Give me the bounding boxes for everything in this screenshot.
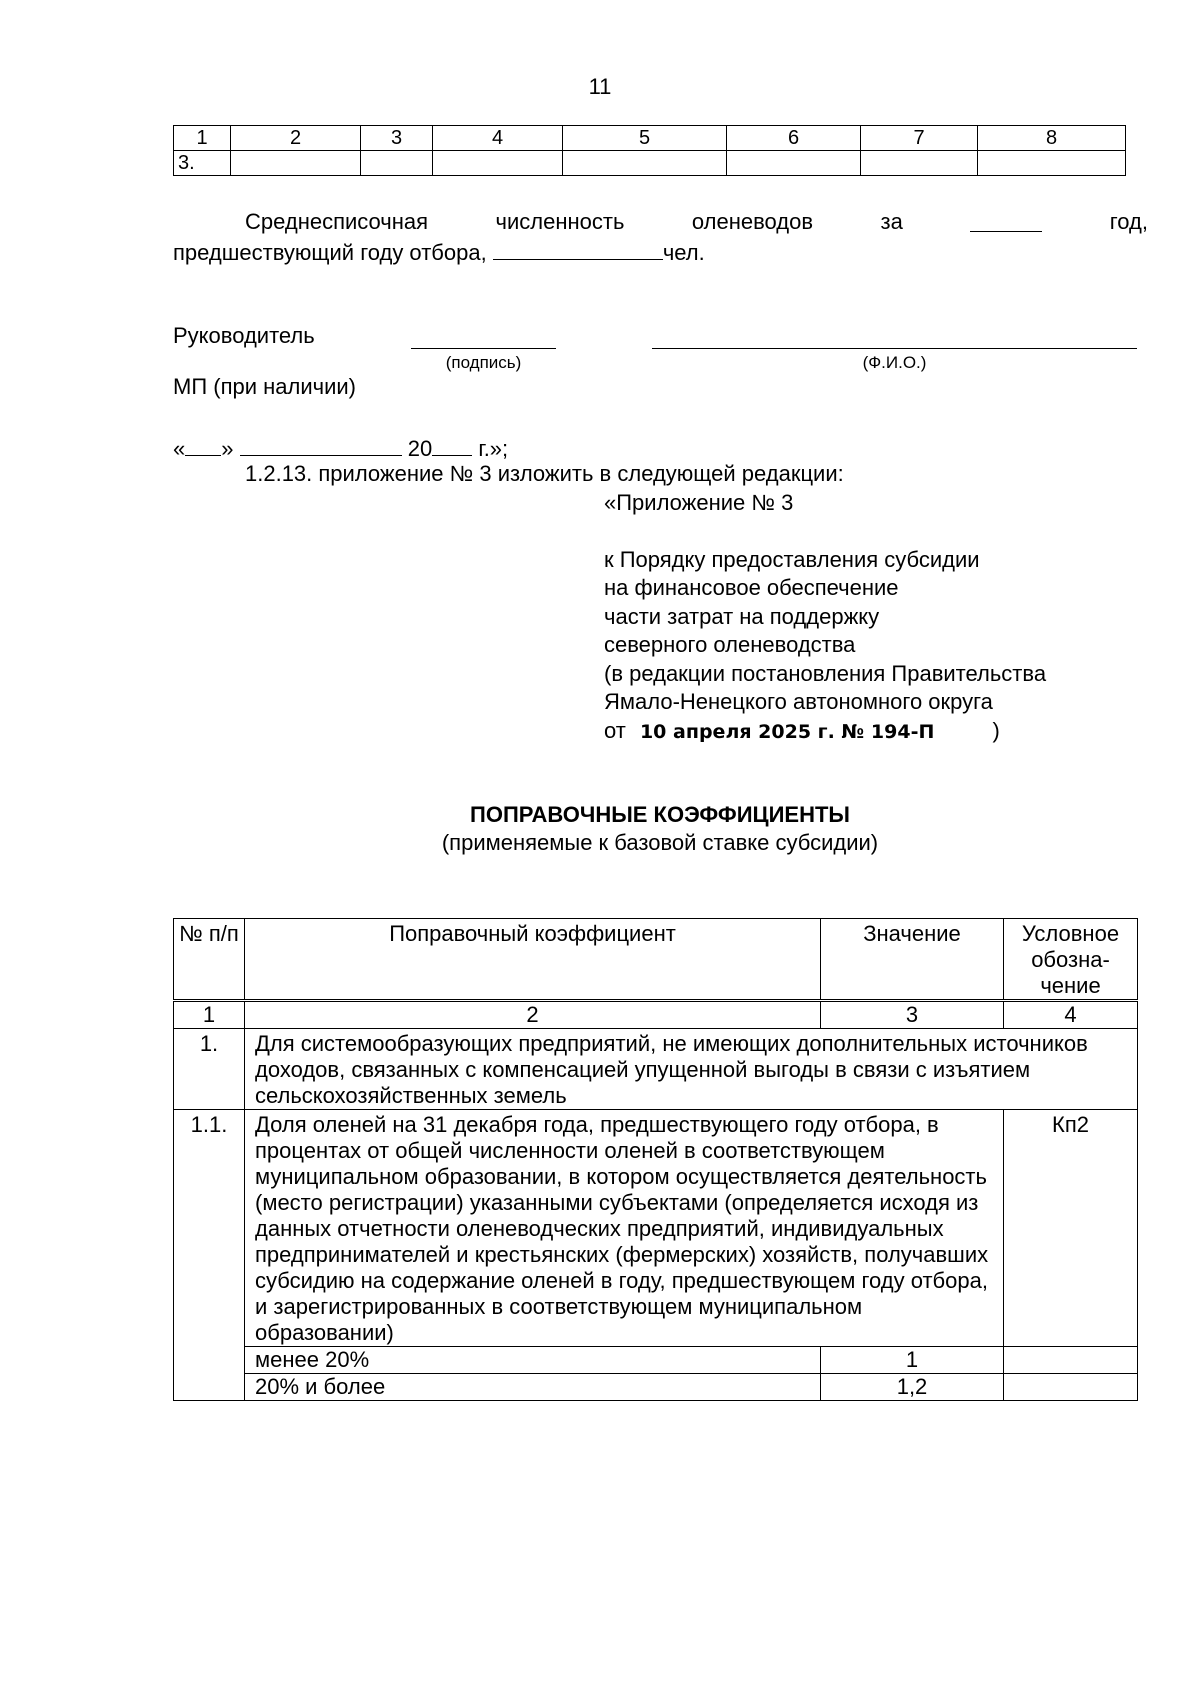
item-text: Доля оленей на 31 декабря года, предшествующего году отбора, в процентах от общей численности оленей в соответствующем муниципальном образовании, в котором осуществляется деятельность (место регистрации) указанными субъектами (определяется исходя из данных отчетности оленеводческих предприятий, индивидуальных предпринимателей и крестьянских (фермерских) хозяйств, получавших субсидию на содержание оленей в году, предшествующем году отбора, и зарегистрированных в соответствующем муниципальном образовании): [245, 1110, 1004, 1347]
page-number: 11: [588, 74, 612, 99]
top-table-header-cell: 6: [727, 126, 861, 151]
day-blank: [185, 433, 221, 456]
top-table-cell: 3.: [174, 151, 231, 176]
range-value: 1: [821, 1347, 1004, 1374]
header-number: № п/п: [174, 919, 245, 1001]
header-value: Значение: [821, 919, 1004, 1001]
range-label: 20% и более: [245, 1374, 821, 1401]
document-title: ПОПРАВОЧНЫЕ КОЭФФИЦИЕНТЫ: [470, 802, 850, 827]
average-word: год,: [1109, 209, 1148, 234]
header-symbol: Условное обозна-чение: [1004, 919, 1138, 1001]
fio-caption: (Ф.И.О.): [862, 353, 927, 372]
signature-caption: (подпись): [445, 353, 522, 372]
appendix-line: северного оленеводства: [604, 632, 856, 657]
appendix-line: к Порядку предоставления субсидии: [604, 546, 980, 572]
column-number: 4: [1004, 1001, 1138, 1029]
top-table-cell: [563, 151, 727, 176]
average-word: численность: [495, 209, 625, 234]
appendix-line: (в редакции постановления Правительства: [604, 660, 1047, 686]
section-number: 1.: [174, 1029, 245, 1110]
appendix-decree-line: [604, 717, 1046, 746]
top-table-header-cell: 3: [361, 126, 433, 151]
item-number: 1.1.: [174, 1110, 245, 1401]
top-table-header-cell: 7: [861, 126, 978, 151]
top-table-header-cell: 5: [563, 126, 727, 151]
top-table-header-row: [174, 126, 1126, 151]
average-word: оленеводов: [691, 209, 814, 234]
appendix-block: [604, 489, 1046, 745]
average-count-line-2: [173, 237, 705, 266]
appendix-line: Ямало-Ненецкого автономного округа: [604, 689, 993, 714]
appendix-title: «Приложение № 3: [604, 490, 794, 515]
section-text: Для системообразующих предприятий, не имеющих дополнительных источников доходов, связанных с компенсацией упущенной выгоды в связи с изъятием сельскохозяйственных земель: [245, 1029, 1138, 1110]
decree-reference: 10 апреля 2025 г. № 194-П: [639, 720, 935, 743]
range-symbol-empty: [1004, 1347, 1138, 1374]
date-open-quote: «: [173, 436, 186, 461]
top-table-cell: [727, 151, 861, 176]
average-unit: чел.: [662, 240, 705, 265]
section-row: [174, 1029, 1138, 1110]
fio-blank: [652, 326, 1137, 349]
top-table-header-cell: 2: [231, 126, 361, 151]
top-table-cell: [361, 151, 433, 176]
top-table-header-cell: 4: [433, 126, 563, 151]
table-row: [174, 1374, 1138, 1401]
year-suffix-blank: [432, 433, 472, 456]
coefficients-table: [173, 918, 1138, 1401]
head-label: Руководитель: [173, 323, 315, 348]
average-line2-text: предшествующий году отбора,: [173, 240, 487, 265]
range-value: 1,2: [821, 1374, 1004, 1401]
appendix-line: на финансовое обеспечение: [604, 575, 899, 600]
count-blank: [493, 237, 663, 260]
paragraph-text: 1.2.13. приложение № 3 изложить в следующей редакции:: [245, 461, 844, 486]
stamp-label: МП (при наличии): [173, 374, 357, 399]
average-word: за: [880, 209, 903, 234]
year-suffix: г.»;: [478, 436, 509, 461]
table-row: [174, 1347, 1138, 1374]
top-table-cell: [231, 151, 361, 176]
range-symbol-empty: [1004, 1374, 1138, 1401]
item-symbol: Кп2: [1004, 1110, 1138, 1347]
top-table-cell: [978, 151, 1126, 176]
header-coefficient: Поправочный коэффициент: [245, 919, 821, 1001]
coef-table-column-numbers: [174, 1001, 1138, 1029]
coef-table-header-row: [174, 919, 1138, 1001]
column-number: 3: [821, 1001, 1004, 1029]
document-subtitle: (применяемые к базовой ставке субсидии): [441, 830, 879, 855]
year-prefix: 20: [407, 436, 433, 461]
average-count-line: [173, 209, 1148, 235]
top-table-cell: [861, 151, 978, 176]
date-line: [173, 433, 508, 462]
item-row: [174, 1110, 1138, 1347]
appendix-from: от: [604, 717, 626, 743]
signature-blank: [411, 326, 556, 349]
year-blank: [970, 209, 1042, 232]
top-table-cell: [433, 151, 563, 176]
date-close-quote: »: [221, 436, 234, 461]
month-blank: [240, 433, 402, 456]
appendix-close-paren: ): [992, 717, 1000, 743]
top-table-header-cell: 8: [978, 126, 1126, 151]
top-table-row: [174, 151, 1126, 176]
column-number: 1: [174, 1001, 245, 1029]
top-table-header-cell: 1: [174, 126, 231, 151]
appendix-line: части затрат на поддержку: [604, 603, 880, 629]
top-table: [173, 125, 1126, 176]
column-number: 2: [245, 1001, 821, 1029]
range-label: менее 20%: [245, 1347, 821, 1374]
average-word: Среднесписочная: [245, 209, 429, 234]
